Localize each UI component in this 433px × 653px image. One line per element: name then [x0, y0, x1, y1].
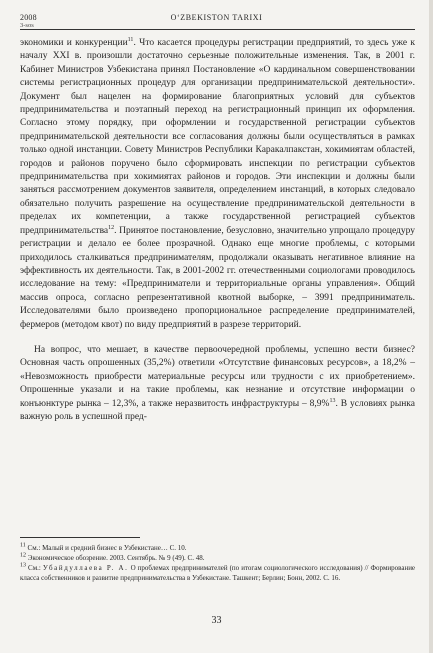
footnote-number: 11 — [20, 542, 26, 549]
header-rule — [20, 29, 415, 30]
footnotes — [20, 543, 415, 583]
page-number: 33 — [211, 615, 222, 626]
footnote-13 — [20, 563, 415, 583]
header-year: 2008 — [20, 13, 37, 22]
footnote-ref-11[interactable]: 11 — [127, 36, 134, 43]
footnote-text: О проблемах предпринимателей (по итогам социологического исследования) // Формирование класса собственников и развитие предпринимательства в Узбекистане. Ташкент; Берлин; Бонн, 2002. С. 16. — [20, 564, 416, 582]
page-edge-shadow — [429, 0, 433, 653]
paragraph-1 — [20, 37, 415, 332]
footnote-author: Убайдуллаева Р. А. — [42, 564, 129, 572]
footnote-11 — [20, 543, 415, 553]
footnote-ref-13[interactable]: 13 — [329, 397, 336, 404]
paragraph-2-text-b: . В условиях рынка важную роль в успешной пред- — [20, 398, 415, 422]
footnote-text: См.: Малый и средний бизнес в Узбекистане… С. 10. — [27, 544, 187, 552]
header-journal-title: O‘ZBEKISTON TARIXI — [170, 13, 263, 22]
footnote-number: 13 — [20, 562, 26, 569]
footnote-text: Экономическое обозрение. 2003. Сентябрь. № 9 (49). С. 48. — [27, 554, 205, 562]
paragraph-2 — [20, 344, 415, 424]
header-issue: 3-sos — [20, 22, 34, 29]
footnote-prefix: См.: — [28, 564, 41, 572]
paragraph-1-text-b: . Что касается процедуры регистрации предприятий, то здесь уже к началу XXI в. произошли достаточно серьезные положительные изменения. Так, в 2001 г. Кабинет Министров Узбекистана принял Постановление «О кардинальном совершенствовании системы регистрационных процедур для организации предпринимательской деятельности». Документ был нацелен на формирование благоприятных условий для субъектов предпринимательства и поэтапный переход на регистрационный принцип их оформления. Согласно этому порядку, при оформлении и государственной регистрации субъектов предпринимательской деятельности все согласования должны были осуществляться в рамках только одной инстанции. Совету Министров Республики Каракалпакстан, хокимиятам областей, городов и районов поручено было сформировать инспекции по регистрации субъектов предпринимательства при хокимиятах районов и городов. Эти инспекции и должны были заняться рассмотрением документов заявителя, определением инстанций, в которых следовало обязательно получить разрешение на осуществление предпринимательской деятельности в пределах их компетенции, а также государственной регистрацией субъектов предпринимательства — [20, 38, 415, 236]
article-body — [20, 37, 415, 424]
paragraph-1-text-a: экономики и конкуренции — [20, 38, 128, 48]
footnote-ref-12[interactable]: 12 — [108, 224, 115, 231]
footnote-separator — [20, 537, 140, 538]
footnote-12 — [20, 553, 415, 563]
footnote-number: 12 — [20, 552, 26, 559]
paragraph-2-text-a: На вопрос, что мешает, в качестве первоочередной проблемы, успешно вести бизнес? Основная часть опрошенных (35,2%) ответили «Отсутствие финансовых ресурсов», а 18,2% – «Невозможность приобрести материальные ресурсы или трудности с их приобретением». Опрошенные указали и на такие проблемы, как незнание и отсутствие информации о конъюнктуре рынка – 12,3%, а также неразвитость инфраструктуры – 8,9% — [20, 344, 415, 409]
paragraph-1-text-c: . Принятое постановление, безусловно, значительно упрощало процедуру регистрации и делало ее более прозрачной. Однако еще многие проблемы, с которыми приходилось сталкиваться предпринимателям, продолжали оказывать негативное влияние на эффективность их деятельности. Так, в 2001-2002 гг. отечественными социологами проводилось исследование на тему: «Предприниматели и территориальные органы управления». Общий массив опроса, согласно репрезентативной квотной выборке, – 3991 предприниматель. Исследователями было произведено пропорциональное распределение предпринимателей, фермеров (методом квот) по виду предприятий в разрезе территорий. — [20, 225, 415, 330]
